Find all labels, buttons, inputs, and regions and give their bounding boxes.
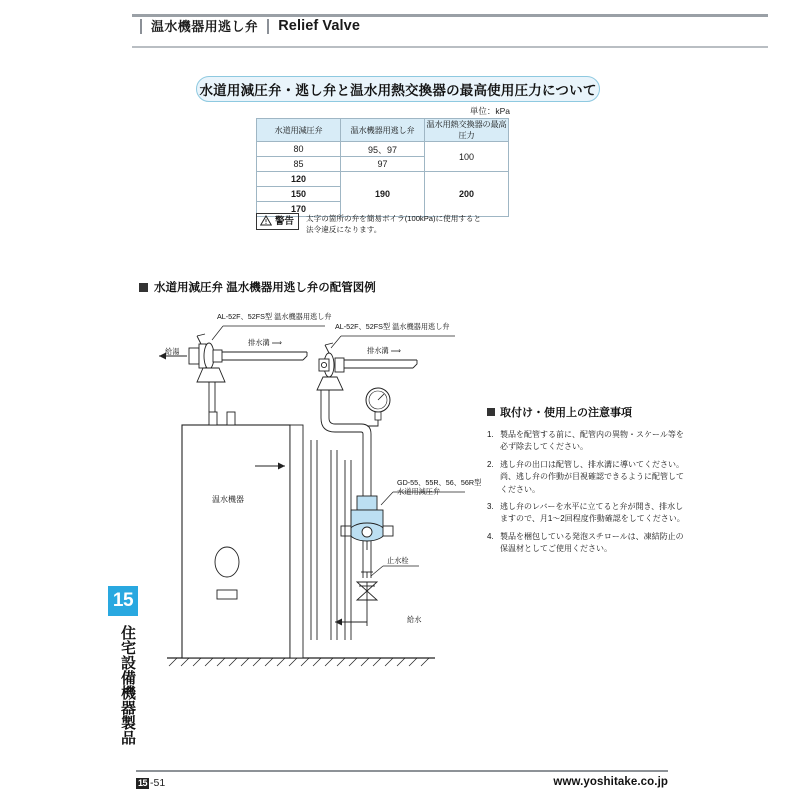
diagram-label-pressure-reducing-valve: GD-55、55R、56、56R型 水道用減圧弁	[397, 478, 482, 497]
warning-label: 警告	[275, 215, 295, 227]
table-cell-reducing-valve: 150	[257, 187, 341, 202]
footer-url: www.yoshitake.co.jp	[553, 776, 668, 788]
note-item	[487, 459, 687, 496]
piping-diagram	[135, 300, 480, 680]
warning-badge	[256, 213, 299, 230]
page-header	[0, 14, 800, 48]
arrow-right-icon: ⟹	[390, 346, 401, 355]
note-item	[487, 531, 687, 556]
table-cell-relief-valve: 95、97	[341, 142, 425, 157]
table-header-cell: 水道用減圧弁	[257, 119, 341, 142]
header-divider-left-icon	[140, 19, 142, 34]
note-number: 3.	[487, 501, 494, 511]
table-row	[257, 142, 509, 157]
header-title-jp: 温水機器用逃し弁	[151, 19, 259, 34]
warning-text	[306, 213, 481, 236]
table-cell-reducing-valve: 85	[257, 157, 341, 172]
side-tab-number: 15	[108, 586, 138, 616]
header-rule-bottom	[132, 46, 768, 48]
note-number: 1.	[487, 430, 494, 439]
note-text: 逃し弁の出口は配管し、排水溝に導いてください。尚、逃し弁の作動が目視確認できるように配管してください。	[500, 459, 684, 494]
note-item	[487, 429, 687, 454]
table-cell-exchanger-pressure: 200	[425, 172, 509, 217]
diagram-label-stop-valve: 止水栓	[387, 556, 409, 565]
diagram-label-drain-left: 排水溝 ⟹	[248, 338, 282, 347]
table-cell-relief-valve: 97	[341, 157, 425, 172]
section-banner	[196, 76, 600, 102]
warning-text-line1: 太字の箇所の弁を簡易ボイラ(100kPa)に使用すると	[306, 214, 482, 223]
warning-text-line2: 法令違反になります。	[306, 224, 382, 234]
warning-note	[256, 213, 481, 236]
table-header-cell: 温水機器用逃し弁	[341, 119, 425, 142]
section-heading-text: 水道用減圧弁 温水機器用逃し弁の配管図例	[154, 282, 376, 294]
page-number-badge: 15	[138, 777, 148, 788]
table-cell-reducing-valve: 170	[257, 202, 341, 217]
table-cell-exchanger-pressure: 100	[425, 142, 509, 172]
table-header-cell: 温水用熱交換器の最高圧力	[425, 119, 509, 142]
header-rule-top	[132, 14, 768, 17]
pressure-table-wrap	[256, 118, 509, 217]
notes-heading	[487, 404, 687, 420]
page-number-suffix: -51	[150, 777, 166, 789]
diagram-label-equipment: 温水機器	[212, 495, 244, 504]
table-cell-reducing-valve: 120	[257, 172, 341, 187]
note-number: 4.	[487, 531, 494, 541]
header-titles	[140, 19, 360, 34]
table-cell-reducing-valve: 80	[257, 142, 341, 157]
note-text: 製品を配管する前に、配管内の異物・スケール等を必ず除去してください。	[500, 430, 684, 452]
section-heading	[139, 279, 376, 295]
pressure-table	[256, 118, 509, 217]
bullet-square-icon	[139, 283, 148, 292]
table-row	[257, 172, 509, 187]
note-text: 製品を梱包している発泡スチロールは、凍結防止の保温材としてご使用ください。	[500, 531, 684, 554]
side-tab-label: 住宅設備機器製品	[119, 625, 136, 745]
diagram-label-hot-water: 給湯	[165, 347, 180, 356]
note-text: 逃し弁のレバーを水平に立てると弁が開き、排水しますので、月1～2回程度作動確認をしてください。	[500, 501, 685, 524]
arrow-right-icon: ⟹	[271, 338, 282, 347]
diagram-label-drain-right: 排水溝 ⟹	[367, 346, 401, 355]
notes-section	[487, 404, 687, 561]
note-item	[487, 501, 687, 526]
table-cell-relief-valve: 190	[341, 172, 425, 217]
warning-triangle-icon	[260, 215, 272, 229]
table-header-row	[257, 119, 509, 142]
diagram-label-relief-valve-right: AL-52F、52FS型 温水機器用逃し弁	[335, 322, 450, 331]
header-divider-icon	[267, 19, 269, 34]
diagram-label-relief-valve-left: AL-52F、52FS型 温水機器用逃し弁	[217, 312, 332, 321]
note-number: 2.	[487, 459, 494, 469]
diagram-label-water-supply: 給水	[407, 615, 422, 624]
notes-heading-text: 取付け・使用上の注意事項	[500, 407, 632, 419]
bullet-square-icon	[487, 408, 495, 416]
footer-rule	[136, 770, 668, 772]
table-unit-label: 単位：kPa	[469, 106, 510, 116]
header-title-en: Relief Valve	[278, 18, 361, 35]
banner-title: 水道用減圧弁・逃し弁と温水用熱交換器の最高使用圧力について	[199, 83, 597, 98]
